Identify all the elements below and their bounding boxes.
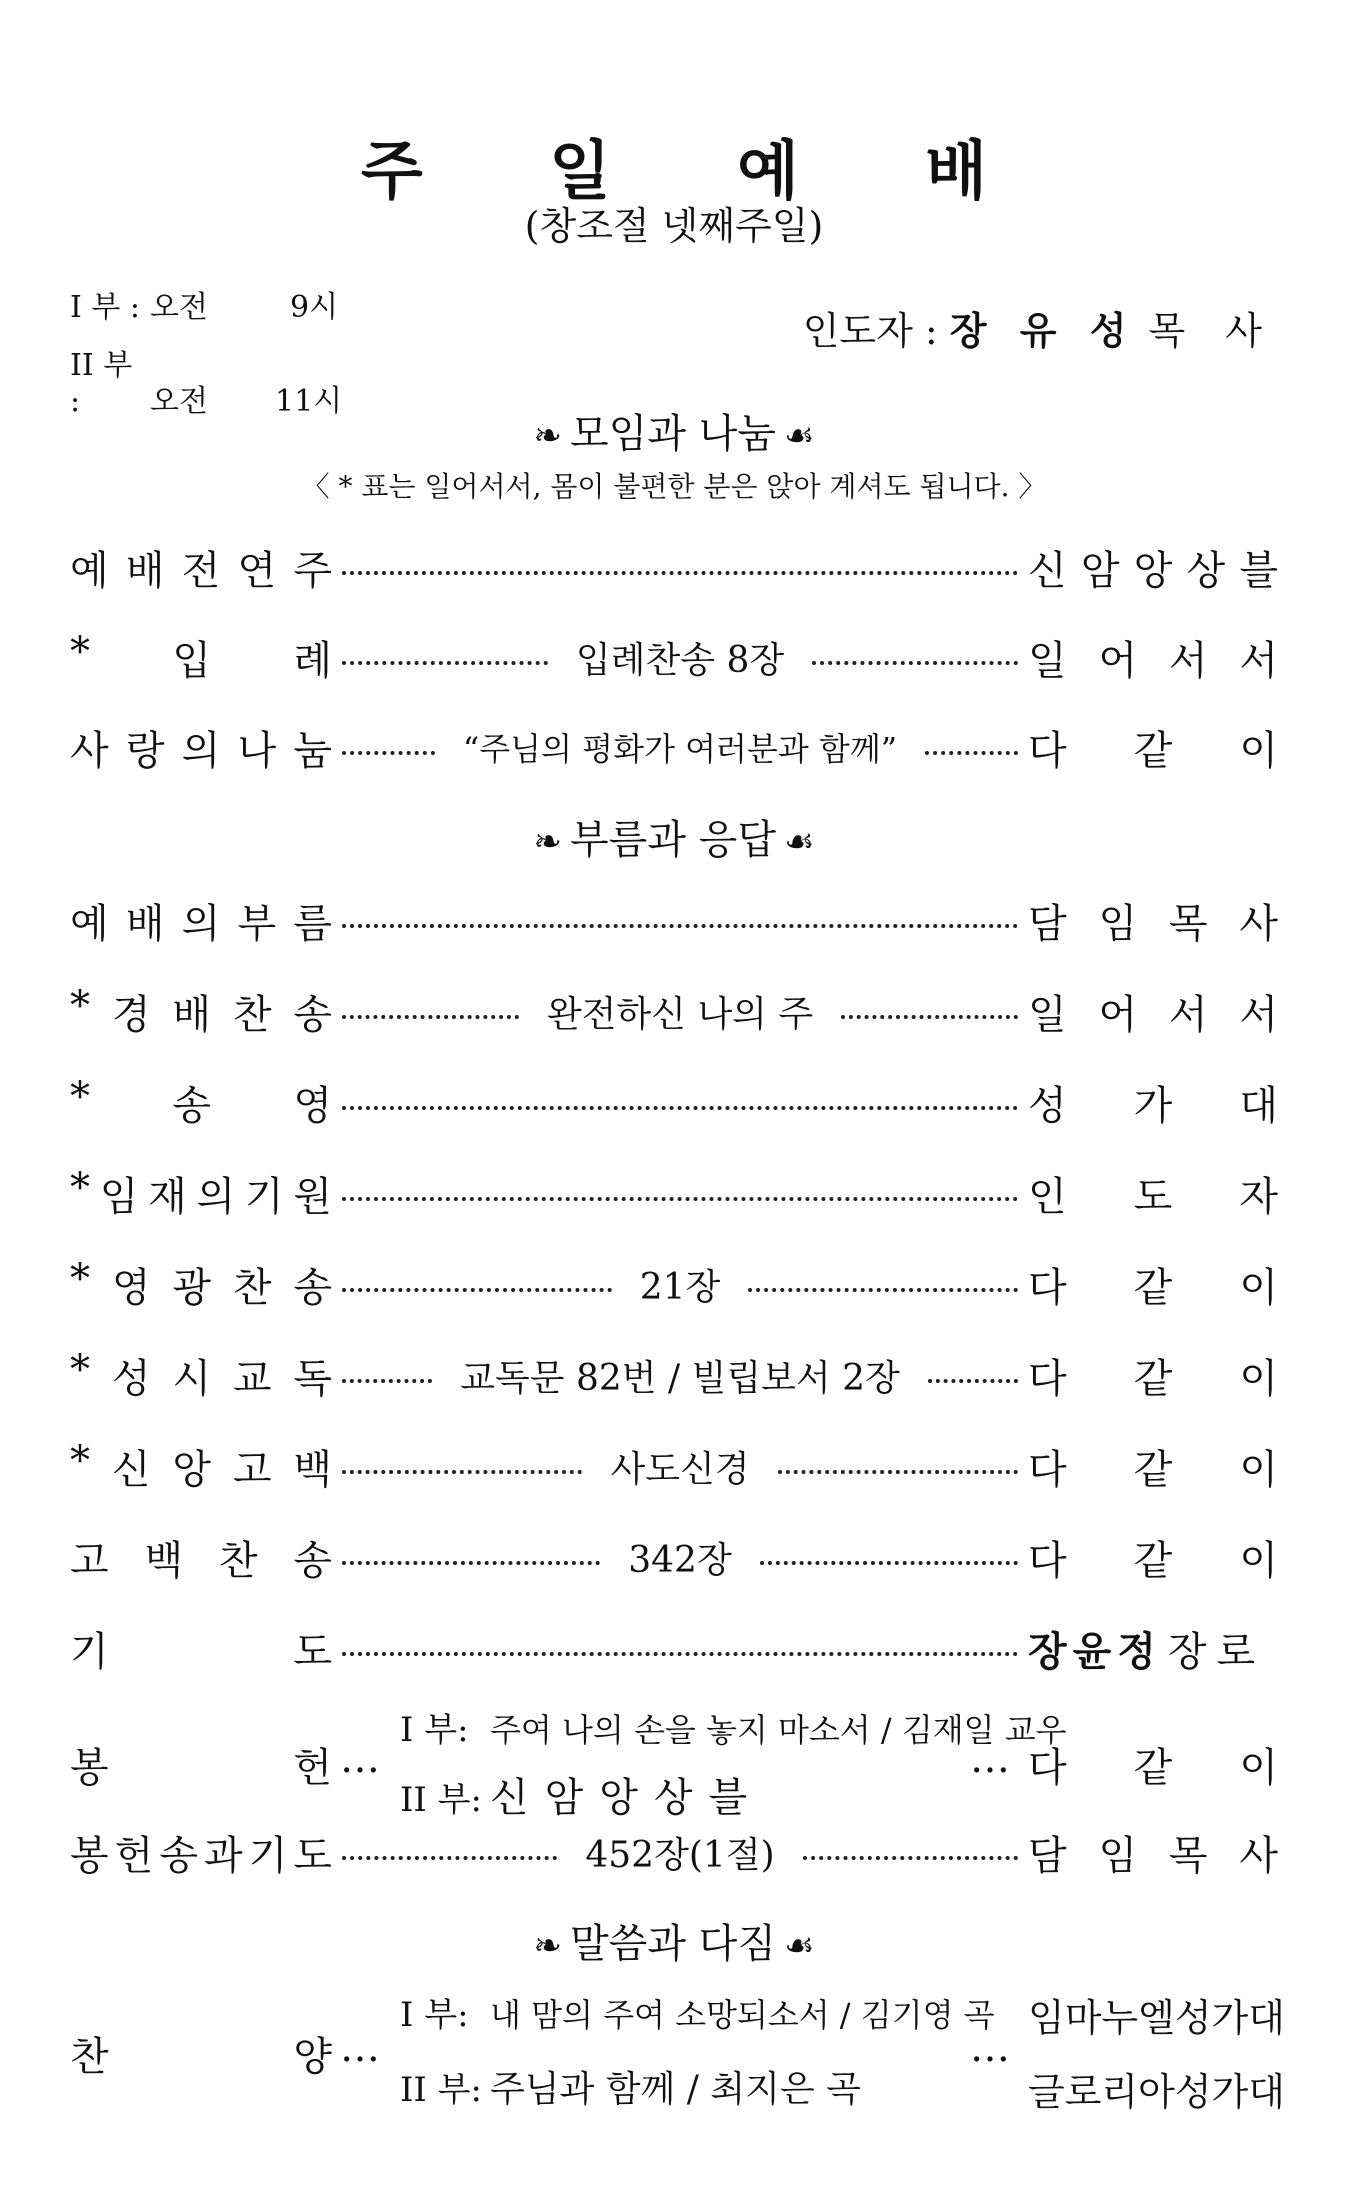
label-char: 봉 (70, 1832, 109, 1879)
label-char: 이 (1239, 1537, 1278, 1584)
part-label: I 부: (400, 1710, 469, 1750)
label-char: 일 (1028, 991, 1067, 1038)
label-char: 앙 (1133, 547, 1173, 594)
row-performer (1028, 1824, 1278, 1881)
row-label (70, 1438, 332, 1495)
dot-leader (342, 1106, 1018, 1110)
anthem-choir-1: 임마누엘성가대 (1028, 1996, 1285, 2040)
label-char: 양 (293, 2034, 332, 2080)
row-performer (1028, 539, 1278, 596)
row-label (70, 1824, 332, 1881)
row-label (70, 983, 332, 1040)
offering-part-1 (400, 1702, 1067, 1751)
label-char: 랑 (125, 727, 165, 774)
dot-leader (748, 1288, 1018, 1292)
dot-leader (342, 1470, 582, 1474)
label-char: 입 (172, 637, 211, 684)
part-text: 주여 나의 손을 놓지 마소서 / 김재일 교우 (490, 1711, 1067, 1749)
row-performer (1028, 1620, 1278, 1677)
row-performer (1028, 1529, 1278, 1586)
row-performer (1028, 1165, 1278, 1222)
label-char: 서 (1239, 637, 1279, 684)
label-char: 어 (1098, 991, 1138, 1038)
dot-leader (342, 661, 548, 665)
dot-leader (928, 1379, 1018, 1383)
anthem-choir-2: 글로리아성가대 (1028, 2070, 1285, 2114)
row-performer (1028, 1256, 1278, 1313)
label-char: 같 (1133, 1264, 1173, 1311)
session-label: I 부 : (70, 290, 141, 325)
part-label: II 부: (400, 2070, 482, 2110)
row-label (70, 892, 332, 949)
label-char: 부 (237, 900, 277, 947)
label-char: 예 (70, 547, 109, 594)
label-char: 경 (111, 991, 151, 1038)
ornament-right-icon: ☙ (783, 416, 815, 456)
order-row-entrance (70, 627, 1278, 687)
row-content: 342장 (628, 1539, 732, 1581)
label-char: 고 (70, 1537, 109, 1584)
label-char: 원 (293, 1173, 332, 1220)
label-char: 송 (172, 1082, 211, 1129)
row-label (70, 1529, 332, 1586)
prayer-elder-title: 장로 (1167, 1628, 1266, 1675)
page-subtitle: (창조절 넷째주일) (524, 204, 824, 248)
label-char: 고 (232, 1446, 272, 1493)
label-char: 서 (1168, 637, 1208, 684)
label-char: 도 (293, 1832, 332, 1879)
label-char: 배 (125, 547, 165, 594)
row-label (70, 1165, 332, 1222)
label-char: 임 (1098, 900, 1138, 947)
order-row-sharing (70, 717, 1278, 777)
label-char: 예 (70, 900, 109, 947)
order-row-anthem (70, 1985, 1285, 2115)
label-char: 사 (1239, 1832, 1279, 1879)
part-text: 신암앙상블 (490, 1775, 764, 1821)
leader-title: 목 사 (1148, 309, 1276, 353)
label-char: 이 (1239, 1745, 1278, 1791)
session-1 (70, 282, 338, 326)
row-content: 완전하신 나의 주 (546, 993, 814, 1035)
label-char: 인 (1028, 1173, 1067, 1220)
label-char: 서 (1168, 991, 1208, 1038)
dot-leader (778, 1470, 1018, 1474)
ornament-left-icon: ❧ (533, 416, 563, 456)
label-char: 자 (1239, 1173, 1278, 1220)
row-label (70, 1347, 332, 1404)
label-char: 목 (1168, 900, 1208, 947)
label-char: 헌 (114, 1832, 154, 1879)
dot-leader (342, 1561, 600, 1565)
label-char: 배 (125, 900, 165, 947)
label-char: 백 (293, 1446, 332, 1493)
label-char: 임 (99, 1173, 139, 1220)
row-performer (1028, 1736, 1278, 1793)
anthem-part-2 (400, 2061, 861, 2112)
label-char: 독 (293, 1355, 332, 1402)
label-char: 가 (1133, 1082, 1173, 1129)
label-char: 영 (293, 1082, 332, 1129)
label-char: 사 (1239, 900, 1278, 947)
label-char: * (70, 1346, 90, 1393)
row-content: 교독문 82번 / 빌립보서 2장 (460, 1357, 900, 1399)
row-performer (1028, 892, 1278, 949)
label-char: 례 (293, 637, 332, 684)
leader-info (803, 300, 1276, 355)
label-char: 블 (1239, 547, 1278, 594)
label-char: 의 (196, 1173, 236, 1220)
session-label: II 부 : (70, 348, 133, 419)
session-hour: 11시 (275, 384, 343, 419)
leader-name: 장 유 성 (949, 309, 1137, 353)
label-char: * (70, 1437, 90, 1484)
row-label (70, 1074, 332, 1131)
row-performer (1028, 1347, 1278, 1404)
label-char: 담 (1028, 900, 1067, 947)
row-label (70, 539, 332, 596)
dot-leader (342, 571, 1018, 575)
label-char: 나 (237, 727, 277, 774)
ellipsis: … (970, 2025, 1010, 2071)
row-performer (1028, 719, 1278, 776)
order-row-invocation (70, 1163, 1278, 1223)
label-char: 송 (293, 1537, 332, 1584)
row-performer (1028, 1438, 1278, 1495)
part-label: II 부: (400, 1780, 482, 1820)
label-char: 찬 (218, 1537, 258, 1584)
row-label (70, 1256, 332, 1313)
row-content: 452장(1절) (585, 1834, 775, 1876)
label-char: 기 (244, 1173, 284, 1220)
label-char: 봉 (70, 1745, 109, 1791)
label-char: 같 (1133, 1355, 1173, 1402)
label-char: 신 (111, 1446, 151, 1493)
label-char: 헌 (293, 1745, 332, 1791)
row-label (70, 2025, 332, 2082)
ornament-left-icon: ❧ (533, 822, 563, 862)
order-row-call-to-worship (70, 890, 1278, 950)
dot-leader (812, 661, 1018, 665)
order-row-confession-hymn (70, 1527, 1278, 1587)
session-time: 오전 (150, 384, 208, 419)
label-char: 다 (1028, 1537, 1067, 1584)
dot-leader (803, 1856, 1018, 1860)
label-char: 다 (1028, 1355, 1067, 1402)
order-row-responsive-reading (70, 1345, 1278, 1405)
label-char: 의 (181, 900, 221, 947)
row-performer (1028, 629, 1278, 686)
part-label: I 부: (400, 1995, 469, 2035)
label-char: * (70, 982, 90, 1029)
ornament-right-icon: ☙ (783, 822, 815, 862)
label-char: 상 (1186, 547, 1226, 594)
label-char: 기 (248, 1832, 288, 1879)
label-char: 이 (1239, 1355, 1278, 1402)
label-char: 같 (1133, 727, 1173, 774)
label-char: 성 (111, 1355, 151, 1402)
ornament-right-icon: ☙ (783, 1926, 815, 1966)
standing-note: 〈 * 표는 일어서서, 몸이 불편한 분은 앉아 계셔도 됩니다. 〉 (301, 470, 1047, 503)
anthem-part-1 (400, 1987, 995, 2036)
label-char: 이 (1239, 1264, 1278, 1311)
label-char: 임 (1098, 1832, 1138, 1879)
order-row-creed (70, 1436, 1278, 1496)
row-label (70, 1620, 332, 1677)
ellipsis: … (340, 2025, 380, 2071)
label-char: 눔 (293, 727, 332, 774)
label-char: 서 (1239, 991, 1279, 1038)
row-content: 21장 (639, 1266, 721, 1308)
label-char: 의 (181, 727, 221, 774)
order-row-offering (70, 1700, 1278, 1820)
label-char: 같 (1133, 1537, 1173, 1584)
dot-leader (342, 1652, 1018, 1656)
row-content: 입례찬송 8장 (575, 639, 785, 681)
dot-leader (342, 1015, 519, 1019)
dot-leader (342, 1856, 557, 1860)
dot-leader (342, 1379, 432, 1383)
label-char: 기 (70, 1628, 109, 1675)
label-char: 앙 (172, 1446, 211, 1493)
order-row-gloria-hymn (70, 1254, 1278, 1314)
label-char: 같 (1133, 1446, 1173, 1493)
label-char: 영 (111, 1264, 151, 1311)
label-char: 찬 (70, 2034, 109, 2080)
label-char: 연 (237, 547, 277, 594)
dot-leader (342, 1288, 612, 1292)
order-row-prelude (70, 537, 1278, 597)
row-performer (1028, 1074, 1278, 1131)
label-char: 백 (144, 1537, 184, 1584)
leader-label: 인도자 : (802, 309, 938, 353)
row-content: “주님의 평화가 여러분과 함께” (462, 730, 898, 768)
dot-leader (342, 751, 435, 755)
label-char: 다 (1028, 1264, 1067, 1311)
label-char: 다 (1028, 1446, 1067, 1493)
session-hour: 9시 (290, 290, 339, 325)
label-char: * (70, 1255, 90, 1302)
label-char: 광 (172, 1264, 211, 1311)
label-char: 다 (1028, 727, 1067, 774)
dot-leader (760, 1561, 1018, 1565)
section-heading-gathering: ❧ 모임과 나눔 ☙ (533, 411, 815, 457)
ellipsis: … (340, 1736, 380, 1782)
row-label (70, 719, 332, 776)
label-char: 배 (172, 991, 211, 1038)
label-char: 과 (204, 1832, 243, 1879)
row-content: 사도신경 (610, 1448, 750, 1490)
label-char: 사 (70, 727, 109, 774)
label-char: 신 (1028, 547, 1067, 594)
order-row-offertory (70, 1822, 1278, 1882)
order-row-prayer (70, 1618, 1278, 1678)
part-text: 주님과 함께 / 최지은 곡 (490, 2069, 861, 2110)
label-char: 송 (293, 1264, 332, 1311)
label-char: * (70, 628, 90, 675)
label-char: 대 (1239, 1082, 1278, 1129)
label-char: 암 (1080, 547, 1120, 594)
dot-leader (342, 1197, 1018, 1201)
label-char: 목 (1168, 1832, 1208, 1879)
label-char: 도 (1133, 1173, 1173, 1220)
label-char: 일 (1028, 637, 1067, 684)
label-char: 주 (293, 547, 332, 594)
row-performer (1028, 983, 1278, 1040)
label-char: 름 (293, 900, 332, 947)
order-row-doxology (70, 1072, 1278, 1132)
label-char: 다 (1028, 1745, 1067, 1791)
order-row-hymn-praise (70, 981, 1278, 1041)
prayer-elder-name: 장윤정 (1028, 1628, 1162, 1675)
dot-leader (342, 924, 1018, 928)
label-char: 담 (1028, 1832, 1067, 1879)
ornament-left-icon: ❧ (533, 1926, 563, 1966)
label-char: 전 (181, 547, 221, 594)
row-label (70, 629, 332, 686)
label-char: 성 (1028, 1082, 1067, 1129)
label-char: 같 (1133, 1745, 1173, 1791)
label-char: 시 (172, 1355, 211, 1402)
label-char: 송 (159, 1832, 198, 1879)
ellipsis: … (970, 1736, 1010, 1782)
offering-part-2 (400, 1766, 763, 1823)
label-char: 찬 (232, 1264, 272, 1311)
label-char: 도 (293, 1628, 332, 1675)
label-char: 이 (1239, 727, 1278, 774)
label-char: 교 (232, 1355, 272, 1402)
section-heading-word: ❧ 말씀과 다짐 ☙ (533, 1921, 815, 1967)
label-char: 찬 (232, 991, 272, 1038)
section-heading-call: ❧ 부름과 응답 ☙ (533, 817, 815, 863)
dot-leader (925, 751, 1018, 755)
label-char: 송 (293, 991, 332, 1038)
session-time: 오전 (150, 290, 208, 325)
label-char: 이 (1239, 1446, 1278, 1493)
label-char: 재 (148, 1173, 187, 1220)
dot-leader (841, 1015, 1018, 1019)
page-title: 주 일 예 배 (360, 135, 1040, 209)
label-char: 어 (1098, 637, 1138, 684)
label-char: * (70, 1164, 90, 1211)
label-char: * (70, 1073, 90, 1120)
part-text: 내 맘의 주여 소망되소서 / 김기영 곡 (490, 1996, 995, 2034)
row-label (70, 1736, 332, 1793)
